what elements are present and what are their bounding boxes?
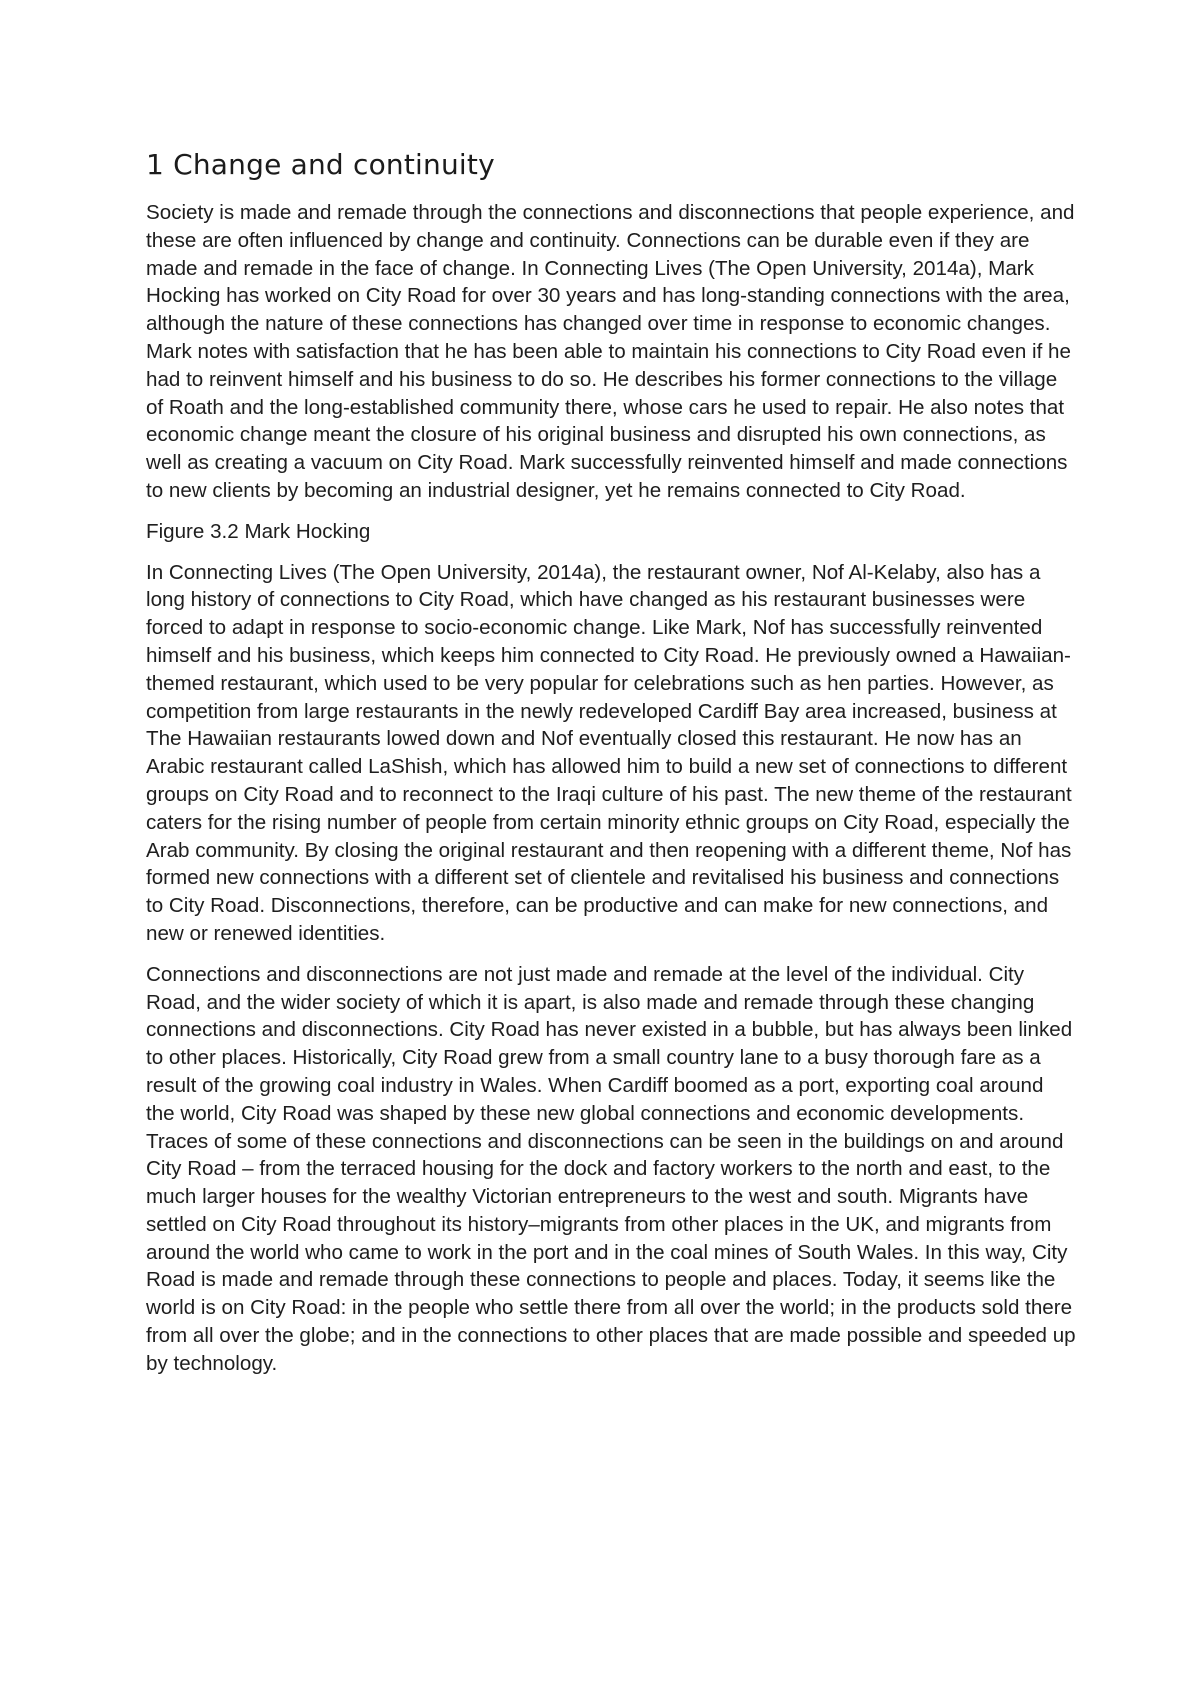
document-page: [146, 145, 1076, 1391]
paragraph-city-road-history: Connections and disconnections are not just made and remade at the level of the individual. City Road, and the wider society of which it is apart, is also made and remade through these changing connections and disconnections. City Road has never existed in a bubble, but has always been linked to other places. Historically, City Road grew from a small country lane to a busy thorough fare as a result of the growing coal industry in Wales. When Cardiff boomed as a port, exporting coal around the world, City Road was shaped by these new global connections and economic developments. Traces of some of these connections and disconnections can be seen in the buildings on and around City Road – from the terraced housing for the dock and factory workers to the north and east, to the much larger houses for the wealthy Victorian entrepreneurs to the west and south. Migrants have settled on City Road throughout its history–migrants from other places in the UK, and migrants from around the world who came to work in the port and in the coal mines of South Wales. In this way, City Road is made and remade through these connections to people and places. Today, it seems like the world is on City Road: in the people who settle there from all over the world; in the products sold there from all over the globe; and in the connections to other places that are made possible and speeded up by technology.: [146, 962, 1076, 1375]
figure-caption: Figure 3.2 Mark Hocking: [146, 519, 371, 543]
paragraph-mark-hocking: Society is made and remade through the connections and disconnections that people experience, and these are often influenced by change and continuity. Connections can be durable even if they are made and remade in the face of change. In Connecting Lives (The Open University, 2014a), Mark Hocking has worked on City Road for over 30 years and has long-standing connections with the area, although the nature of these connections has changed over time in response to economic changes. Mark notes with satisfaction that he has been able to maintain his connections to City Road even if he had to reinvent himself and his business to do so. He describes his former connections to the village of Roath and the long-established community there, whose cars he used to repair. He also notes that economic change meant the closure of his original business and disrupted his own connections, as well as creating a vacuum on City Road. Mark successfully reinvented himself and made connections to new clients by becoming an industrial designer, yet he remains connected to City Road.: [146, 201, 1075, 502]
paragraph-nof-al-kelaby: In Connecting Lives (The Open University, 2014a), the restaurant owner, Nof Al-Kelaby, also has a long history of connections to City Road, which have changed as his restaurant businesses were forced to adapt in response to socio-economic change. Like Mark, Nof has successfully reinvented himself and his business, which keeps him connected to City Road. He previously owned a Hawaiian-themed restaurant, which used to be very popular for celebrations such as hen parties. However, as competition from large restaurants in the newly redeveloped Cardiff Bay area increased, business at The Hawaiian restaurants lowed down and Nof eventually closed this restaurant. He now has an Arabic restaurant called LaShish, which has allowed him to build a new set of connections to different groups on City Road and to reconnect to the Iraqi culture of his past. The new theme of the restaurant caters for the rising number of people from certain minority ethnic groups on City Road, especially the Arab community. By closing the original restaurant and then reopening with a different theme, Nof has formed new connections with a different set of clientele and revitalised his business and connections to City Road. Disconnections, therefore, can be productive and can make for new connections, and new or renewed identities.: [146, 560, 1072, 945]
section-heading: 1 Change and continuity: [146, 148, 495, 181]
